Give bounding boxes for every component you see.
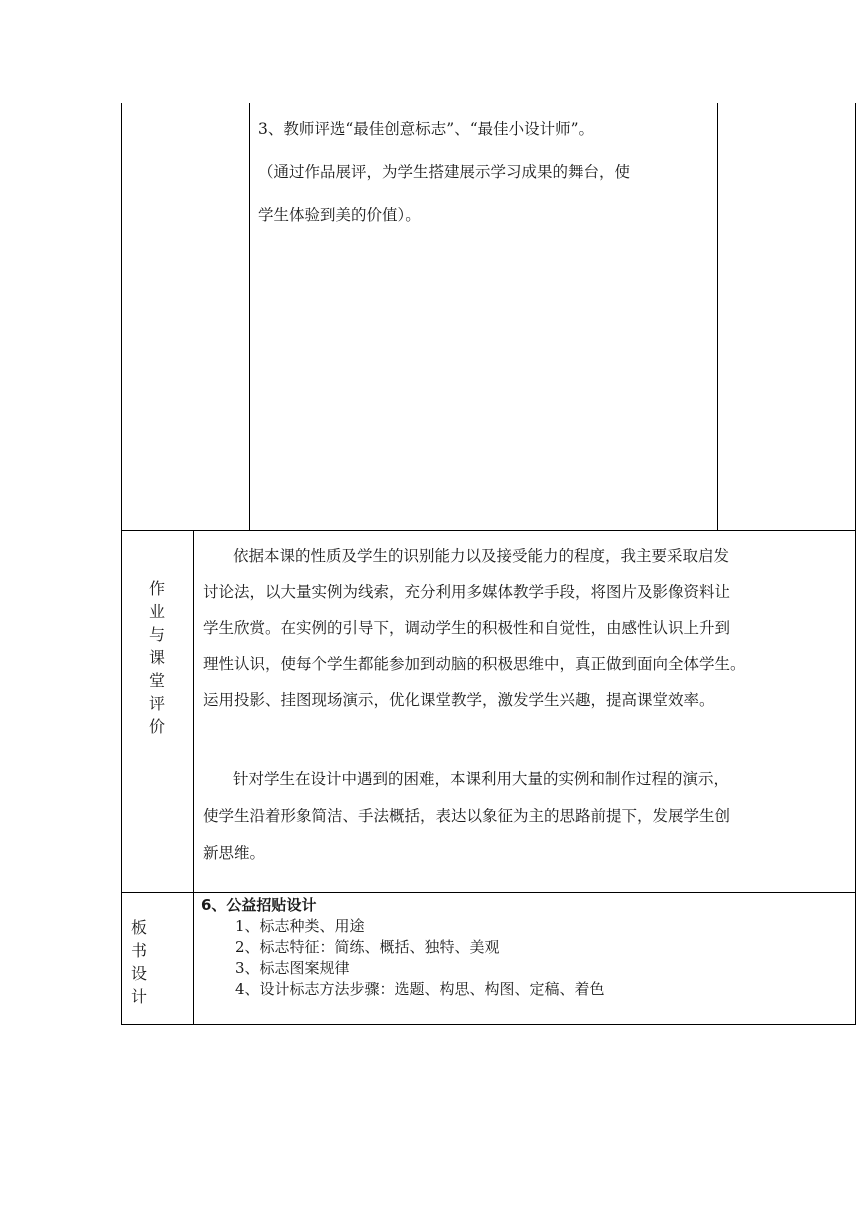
upper-line-1: 3、教师评选“最佳创意标志”、“最佳小设计师”。 xyxy=(258,120,595,138)
upper-col-divider-1 xyxy=(249,103,250,530)
paragraph-line: 针对学生在设计中遇到的困难，本课利用大量的实例和制作过程的演示， xyxy=(233,770,730,788)
label-char: 堂 xyxy=(148,671,165,690)
board-design-label xyxy=(129,916,149,1008)
paragraph-line: 学生欣赏。在实例的引导下，调动学生的积极性和自觉性，由感性认识上升到 xyxy=(203,619,731,637)
board-item: 3、标志图案规律 xyxy=(235,959,350,977)
label-char: 业 xyxy=(148,602,165,621)
board-content xyxy=(201,895,605,1000)
row-divider-board xyxy=(121,892,856,893)
upper-line-3: 学生体验到美的价值）。 xyxy=(258,206,421,224)
label-char: 计 xyxy=(130,987,147,1006)
board-item: 1、标志种类、用途 xyxy=(235,917,365,935)
paragraph-line: 依据本课的性质及学生的识别能力以及接受能力的程度，我主要采取启发 xyxy=(233,547,730,565)
row-divider-upper xyxy=(121,530,856,531)
board-item: 2、标志特征：简练、概括、独特、美观 xyxy=(235,938,500,956)
label-char: 设 xyxy=(130,964,147,983)
table-right-border xyxy=(855,103,856,1025)
paragraph-line: 使学生沿着形象简洁、手法概括，表达以象征为主的思路前提下，发展学生创 xyxy=(203,807,731,825)
homework-evaluation-label xyxy=(147,577,167,738)
table-left-border xyxy=(121,103,122,1025)
label-char: 价 xyxy=(148,717,165,736)
table-bottom-border xyxy=(121,1024,856,1025)
paragraph-line: 讨论法，以大量实例为线索，充分利用多媒体教学手段，将图片及影像资料让 xyxy=(203,583,731,601)
label-col-divider xyxy=(193,530,194,1025)
paragraph-line: 理性认识，使每个学生都能参加到动脑的积极思维中，真正做到面向全体学生。 xyxy=(203,655,746,673)
homework-paragraph-1 xyxy=(203,538,746,718)
paragraph-line: 新思维。 xyxy=(203,844,266,862)
upper-line-2: （通过作品展评，为学生搭建展示学习成果的舞台，使 xyxy=(258,163,631,181)
board-item: 4、设计标志方法步骤：选题、构思、构图、定稿、着色 xyxy=(235,980,605,998)
board-title: 6、公益招贴设计 xyxy=(201,896,317,914)
label-char: 书 xyxy=(130,941,147,960)
upper-col-divider-2 xyxy=(717,103,718,530)
label-char: 课 xyxy=(148,648,165,667)
label-char: 评 xyxy=(148,694,165,713)
label-char: 板 xyxy=(130,918,147,937)
label-char: 与 xyxy=(148,625,165,644)
label-char: 作 xyxy=(148,579,165,598)
homework-paragraph-2 xyxy=(203,761,730,872)
paragraph-line: 运用投影、挂图现场演示，优化课堂教学，激发学生兴趣，提高课堂效率。 xyxy=(203,691,715,709)
